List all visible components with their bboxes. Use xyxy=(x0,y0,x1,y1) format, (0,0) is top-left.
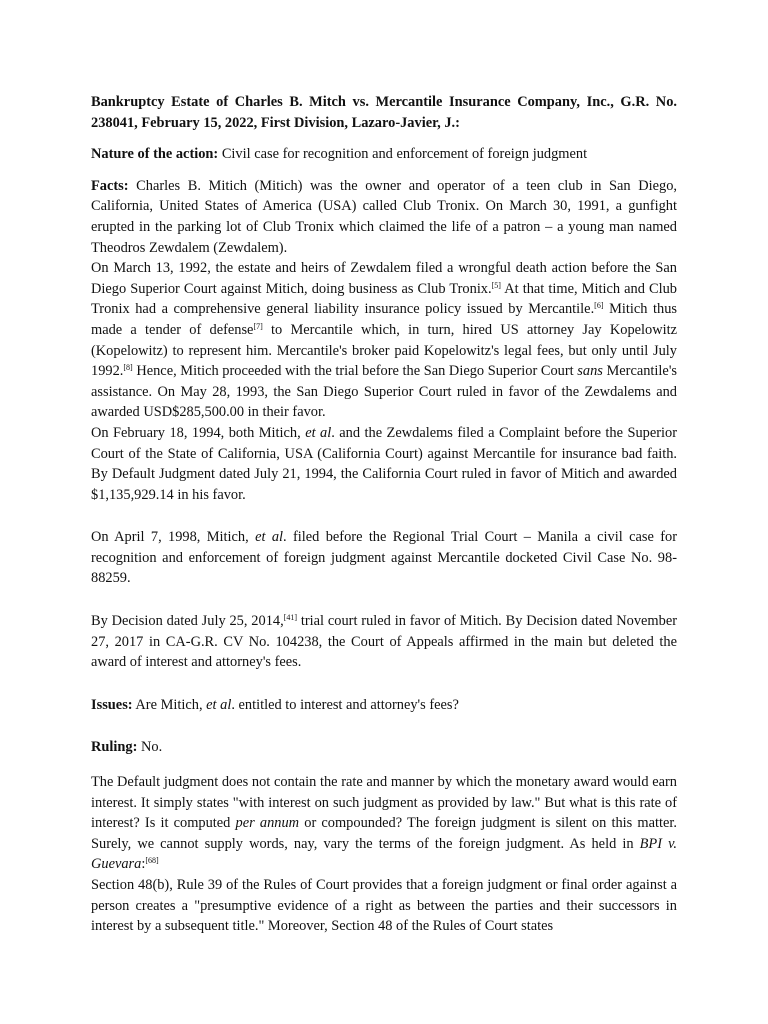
ruling-label: Ruling: xyxy=(91,739,138,756)
facts-label: Facts: xyxy=(91,177,129,194)
facts-p3-text: On February 18, 1994, both Mitich, xyxy=(91,424,306,441)
facts-p5-text: trial court ruled in favor of Mitich. By Decision dated November 27, 2017 in CA-G.R. CV No. 104238, the Court of Appeals affirmed in the main but deleted the award of interest and attorney's fees. xyxy=(91,613,677,671)
italic-term: et al xyxy=(255,529,284,546)
footnote-ref[interactable]: [41] xyxy=(283,613,298,623)
ruling-paragraph xyxy=(91,737,677,758)
ruling-paragraph-1 xyxy=(91,772,677,875)
issues-text: . entitled to interest and attorney's fees? xyxy=(231,696,459,713)
facts-p2-text: Mercantile's assistance. On May 28, 1993, the San Diego Superior Court ruled in favor of the Zewdalems and awarded USD$285,500.00 in their favor. xyxy=(91,363,678,421)
case-citation: BPI v. Guevara xyxy=(91,835,677,873)
facts-text-1: Charles B. Mitich (Mitich) was the owner and operator of a teen club in San Diego, California, United States of America (USA) called Club Tronix. On March 30, 1991, a gunfight erupted in the parking lot of Club Tronix which claimed the life of a patron – a young man named Theodros Zewdalem (Zewdalem). xyxy=(91,177,677,256)
facts-paragraph-1 xyxy=(91,176,677,258)
facts-p2-text: At that time, Mitich and Club Tronix had a comprehensive general liability insurance policy issued by Mercantile. xyxy=(91,280,677,318)
footnote-ref[interactable]: [5] xyxy=(491,280,501,290)
case-title: Bankruptcy Estate of Charles B. Mitch vs. Mercantile Insurance Company, Inc., G.R. No. 238041, February 15, 2022, First Division, Lazaro-Javier, J.: xyxy=(91,94,677,131)
facts-p4-text: . filed before the Regional Trial Court – Manila a civil case for recognition and enforcement of foreign judgment against Mercantile docketed Civil Case No. 98-88259. xyxy=(91,529,677,587)
ruling-p1-text: The Default judgment does not contain the rate and manner by which the monetary award would earn interest. It simply states "with interest on such judgment as provided by law." But what is this rate of interest? Is it computed xyxy=(91,774,677,832)
footnote-ref[interactable]: [6] xyxy=(594,301,604,311)
italic-term: et al xyxy=(206,696,232,713)
ruling-p1-text: or compounded? The foreign judgment is silent on this matter. Surely, we cannot supply words, nay, vary the terms of the foreign judgment. As held in xyxy=(91,815,677,852)
facts-paragraph-3 xyxy=(91,423,677,505)
facts-p2-text: Mitich thus made a tender of defense xyxy=(91,301,678,338)
document-body xyxy=(91,92,677,937)
issues-paragraph xyxy=(91,695,677,716)
facts-p2-text: Hence, Mitich proceeded with the trial before the San Diego Superior Court xyxy=(132,363,578,380)
facts-p5-text: By Decision dated July 25, 2014, xyxy=(91,613,284,630)
footnote-ref[interactable]: [8] xyxy=(123,363,133,373)
facts-p4-text: On April 7, 1998, Mitich, xyxy=(91,529,256,546)
nature-text: Civil case for recognition and enforcement of foreign judgment xyxy=(218,146,588,163)
footnote-ref[interactable]: [7] xyxy=(253,321,263,331)
nature-paragraph xyxy=(91,144,677,165)
ruling-p1-text: : xyxy=(141,856,146,873)
facts-paragraph-4 xyxy=(91,527,677,589)
issues-text: Are Mitich, xyxy=(132,696,207,713)
facts-p3-text: . and the Zewdalems filed a Complaint before the Superior Court of the State of California, USA (California Court) against Mercantile for insurance bad faith. By Default Judgment dated July 21, 1994, the California Court ruled in favor of Mitich and awarded $1,135,929.14 in his favor. xyxy=(91,424,678,503)
issues-label: Issues: xyxy=(91,696,133,713)
facts-p2-text: to Mercantile which, in turn, hired US attorney Jay Kopelowitz (Kopelowitz) to represent him. Mercantile's broker paid Kopelowitz's legal fees, but only until July 1992. xyxy=(91,321,677,380)
ruling-text: No. xyxy=(137,739,163,756)
italic-term: per annum xyxy=(235,815,300,832)
italic-term: et al xyxy=(305,424,332,441)
facts-p2-text: On March 13, 1992, the estate and heirs of Zewdalem filed a wrongful death action before the San Diego Superior Court against Mitich, doing business as Club Tronix. xyxy=(91,260,677,297)
facts-paragraph-2 xyxy=(91,258,677,423)
facts-paragraph-5 xyxy=(91,611,677,673)
nature-label: Nature of the action: xyxy=(91,146,219,163)
footnote-ref[interactable]: [68] xyxy=(145,856,159,866)
italic-term: sans xyxy=(577,363,603,380)
ruling-paragraph-2: Section 48(b), Rule 39 of the Rules of Court provides that a foreign judgment or final order against a person creates a "presumptive evidence of a right as between the parties and their successors in interest by a subsequent title." Moreover, Section 48 of the Rules of Court states xyxy=(91,877,677,935)
